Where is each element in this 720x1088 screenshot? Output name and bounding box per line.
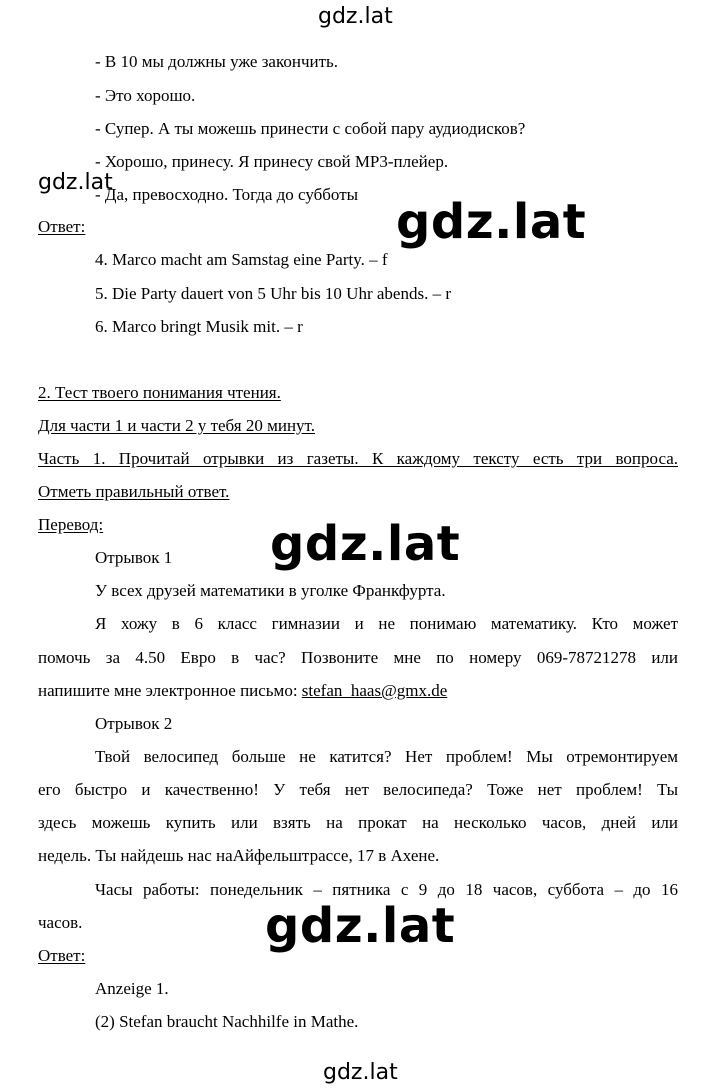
excerpt1-line: помочь за 4.50 Евро в час? Позвоните мне по номеру 069-78721278 или — [38, 648, 678, 667]
answer-line: 6. Marco bringt Musik mit. – r — [95, 317, 303, 336]
translation-label: Перевод: — [38, 515, 104, 534]
watermark-large-1: gdz.lat — [396, 194, 587, 250]
excerpt1-line: Я хожу в 6 класс гимназии и не понимаю математику. Кто может — [95, 614, 678, 633]
answer-line: 5. Die Party dauert von 5 Uhr bis 10 Uhr abends. – r — [95, 284, 451, 303]
task-time: Для части 1 и части 2 у тебя 20 минут. — [38, 416, 315, 435]
answer-line: (2) Stefan braucht Nachhilfe in Mathe. — [95, 1012, 359, 1031]
excerpt2-hours: Часы работы: понедельник – пятника с 9 до 18 часов, суббота – до 16 — [95, 880, 678, 899]
answer-line: 4. Marco macht am Samstag eine Party. – f — [95, 250, 388, 269]
answer-line: Anzeige 1. — [95, 979, 169, 998]
email-link[interactable]: stefan_haas@gmx.de — [301, 681, 448, 700]
task-title: 2. Тест твоего понимания чтения. — [38, 383, 281, 402]
excerpt2-hours-end: часов. — [38, 913, 83, 932]
answer-label-2: Ответ: — [38, 946, 86, 965]
watermark-bottom: gdz.lat — [323, 1060, 398, 1085]
dialogue-line: - В 10 мы должны уже закончить. — [95, 52, 339, 71]
watermark-large-3: gdz.lat — [265, 898, 456, 954]
excerpt2-line: здесь можешь купить или взять на прокат на несколько часов, дней или — [38, 813, 678, 832]
task-part1-line1: Часть 1. Прочитай отрывки из газеты. К каждому тексту есть три вопроса. — [38, 449, 678, 468]
dialogue-line: - Это хорошо. — [95, 86, 196, 105]
excerpt2-title: Отрывок 2 — [95, 714, 173, 733]
excerpt2-line: Твой велосипед больше не катится? Нет проблем! Мы отремонтируем — [95, 747, 678, 766]
task-part1-line2: Отметь правильный ответ. — [38, 482, 230, 501]
excerpt1-line — [38, 681, 447, 701]
watermark-large-2: gdz.lat — [270, 516, 461, 572]
excerpt1-heading: У всех друзей математики в уголке Франкфурта. — [95, 581, 446, 600]
dialogue-line: - Хорошо, принесу. Я принесу свой MP3-плейер. — [95, 152, 449, 171]
watermark-top: gdz.lat — [318, 4, 393, 29]
excerpt2-line: его быстро и качественно! У тебя нет велосипеда? Тоже нет проблем! Ты — [38, 780, 678, 799]
dialogue-line: - Да, превосходно. Тогда до субботы — [95, 185, 359, 204]
answer-label: Ответ: — [38, 217, 86, 236]
excerpt1-title: Отрывок 1 — [95, 548, 173, 567]
excerpt1-line-text: напишите мне электронное письмо: — [38, 681, 302, 700]
watermark-left: gdz.lat — [38, 170, 113, 195]
excerpt2-line: недель. Ты найдешь нас наАйфельштрассе, 17 в Ахене. — [38, 846, 440, 865]
dialogue-line: - Супер. А ты можешь принести с собой пару аудиодисков? — [95, 119, 526, 138]
